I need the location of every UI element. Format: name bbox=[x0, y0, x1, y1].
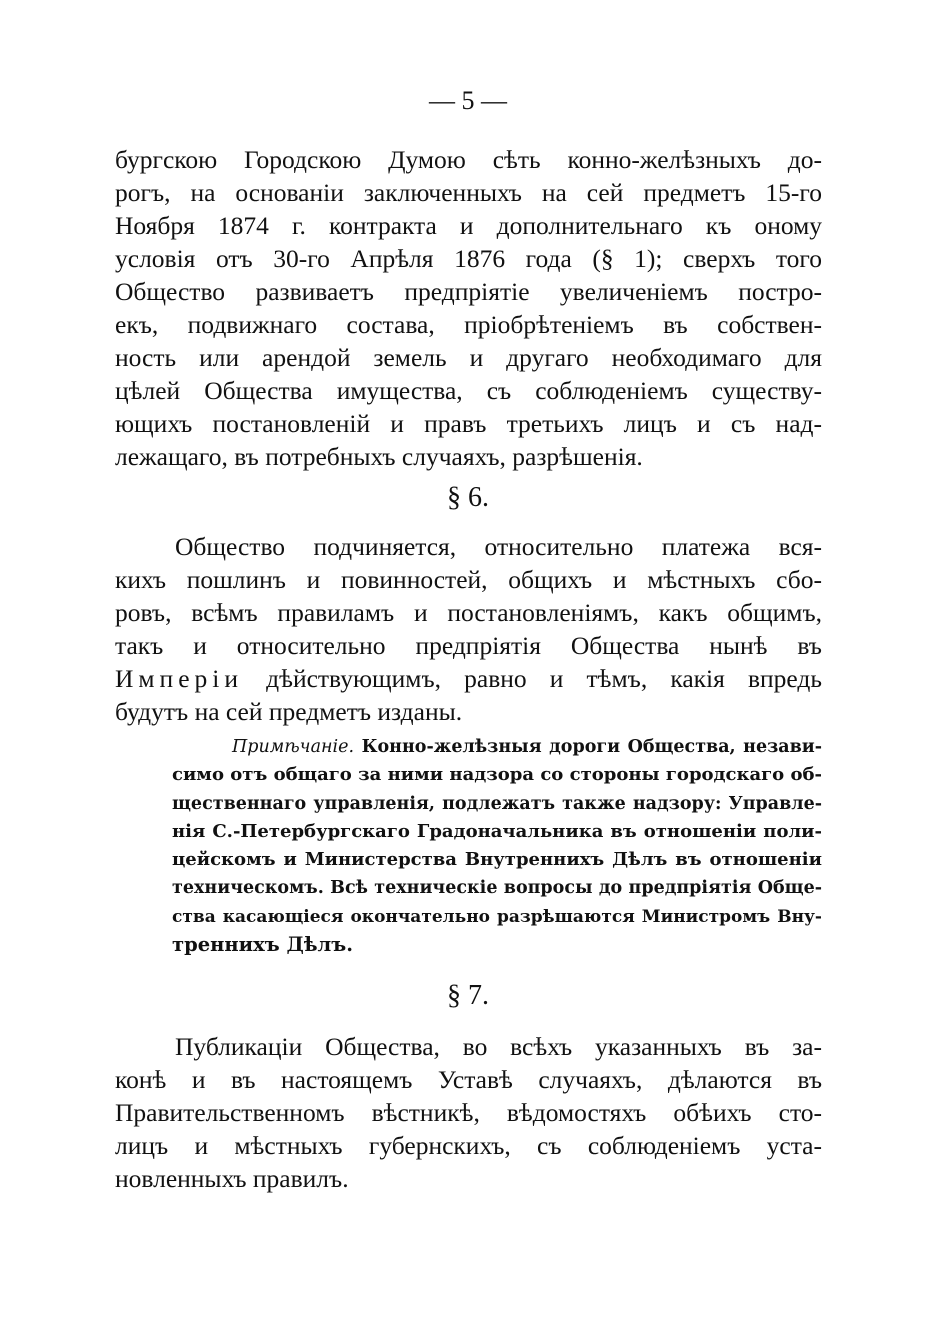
page-number: — 5 — bbox=[429, 86, 507, 115]
text-line: Ноября 1874 г. контракта и дополнительнаго къ оному bbox=[115, 211, 822, 240]
text-line: Публикаціи Общества, во всѣхъ указанныхъ въ за- bbox=[175, 1032, 822, 1061]
text-line: Правительственномъ вѣстникѣ, вѣдомостяхъ обѣихъ сто- bbox=[115, 1098, 822, 1127]
paragraph-3 bbox=[115, 1030, 822, 1195]
text-span: Конно-желѣзныя дороги Общества, незави- bbox=[361, 737, 823, 757]
text-line: кихъ пошлинъ и повинностей, общихъ и мѣстныхъ сбо- bbox=[115, 565, 822, 594]
text-line: треннихъ Дѣлъ. bbox=[172, 933, 354, 957]
paragraph-2-end bbox=[115, 662, 822, 728]
text-line: техническомъ. Всѣ техническіе вопросы до предпріятія Обще- bbox=[172, 878, 822, 899]
paragraph-2 bbox=[115, 530, 822, 662]
section-7-heading: § 7. bbox=[447, 980, 489, 1011]
text-line: ющихъ постановленій и правъ третьихъ лицъ и съ над- bbox=[115, 409, 822, 438]
text-line: ровъ, всѣмъ правиламъ и постановленіямъ, какъ общимъ, bbox=[115, 598, 822, 627]
paragraph-1 bbox=[115, 143, 822, 473]
text-span: дѣйствующимъ, равно и тѣмъ, какія впредь bbox=[266, 664, 822, 693]
text-line: симо отъ общаго за ними надзора со стороны городскаго об- bbox=[172, 764, 822, 786]
text-line: Общество подчиняется, относительно платежа вся- bbox=[175, 532, 822, 561]
text-line: нія С.-Петербургскаго Градоначальника въ отношеніи поли- bbox=[172, 820, 822, 842]
text-line: ства касающіеся окончательно разрѣшаются Министромъ Вну- bbox=[172, 906, 822, 927]
note-label: Примѣчаніе. bbox=[232, 737, 355, 757]
section-6-heading: § 6. bbox=[447, 482, 489, 513]
text-line: цѣлей Общества имущества, съ соблюденіемъ существу- bbox=[115, 376, 822, 405]
text-line: лежащаго, въ потребныхъ случаяхъ, разрѣшенія. bbox=[115, 442, 643, 471]
text-line: рогъ, на основаніи заключенныхъ на сей предметъ 15-го bbox=[115, 178, 822, 207]
text-line: цейскомъ и Министерства Внутреннихъ Дѣлъ въ отношеніи bbox=[172, 849, 822, 871]
text-line: бургскою Городскою Думою сѣть конно-желѣзныхъ до- bbox=[115, 145, 822, 174]
text-line: условія отъ 30-го Апрѣля 1876 года (§ 1); сверхъ того bbox=[115, 244, 822, 273]
text-line bbox=[115, 662, 822, 695]
text-line: ность или арендой земель и другаго необходимаго для bbox=[115, 343, 822, 372]
text-line: лицъ и мѣстныхъ губернскихъ, съ соблюденіемъ уста- bbox=[115, 1131, 822, 1160]
note bbox=[172, 733, 822, 959]
spaced-word: Имперіи bbox=[115, 664, 243, 693]
text-line: екъ, подвижнаго состава, пріобрѣтеніемъ въ собствен- bbox=[115, 310, 822, 339]
text-line: будутъ на сей предметъ изданы. bbox=[115, 697, 463, 726]
text-line: Общество развиваетъ предпріятіе увеличеніемъ постро- bbox=[115, 277, 822, 306]
text-line: конѣ и въ настоящемъ Уставѣ случаяхъ, дѣлаются въ bbox=[115, 1065, 822, 1094]
text-line: новленныхъ правилъ. bbox=[115, 1164, 349, 1193]
text-line bbox=[232, 733, 822, 761]
text-line: такъ и относительно предпріятія Общества нынѣ въ bbox=[115, 631, 822, 660]
text-line: щественнаго управленія, подлежатъ также надзору: Управле- bbox=[172, 793, 822, 814]
